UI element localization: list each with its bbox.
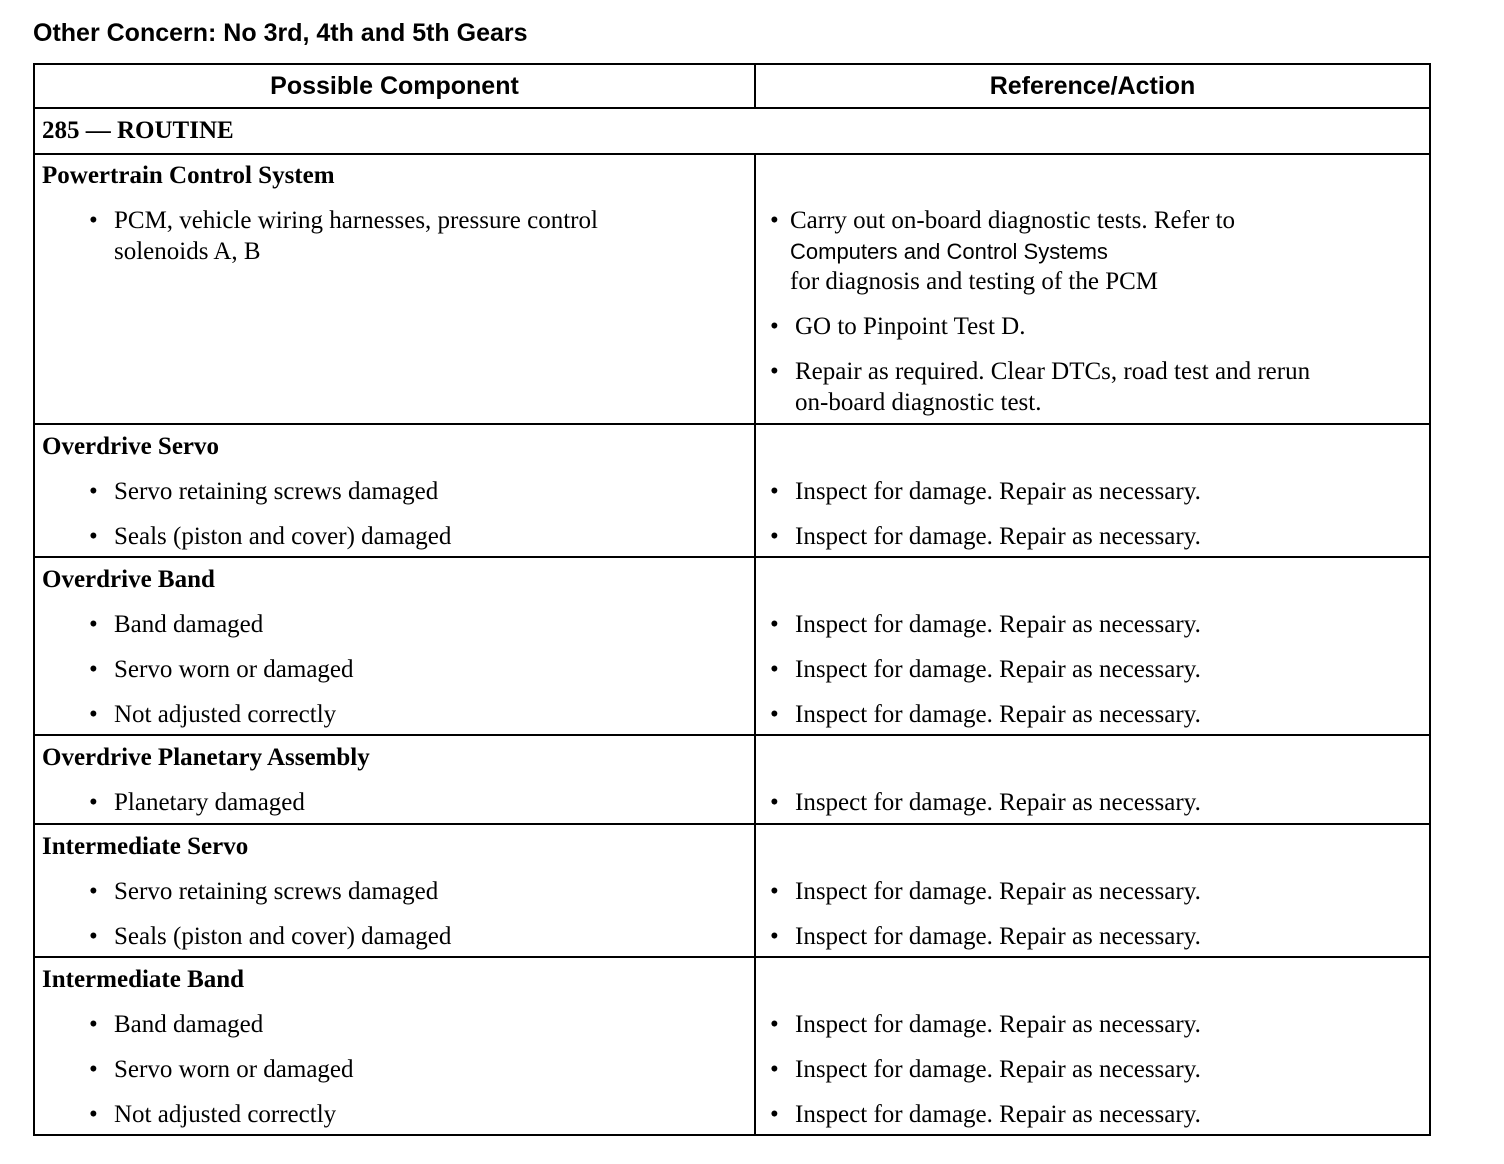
action-text: on-board diagnostic test.	[795, 389, 1042, 416]
component-text: PCM, vehicle wiring harnesses, pressure control	[114, 207, 598, 234]
component-cell	[35, 736, 756, 823]
action-text: GO to Pinpoint Test D.	[795, 313, 1026, 340]
action-cell	[756, 958, 1429, 1134]
action-text: Carry out on-board diagnostic tests. Refer to	[790, 207, 1236, 234]
action-text: Inspect for damage. Repair as necessary.	[795, 611, 1201, 638]
bullet-icon: •	[770, 611, 779, 638]
action-text: Repair as required. Clear DTCs, road test and rerun	[795, 358, 1311, 385]
bullet-icon: •	[89, 611, 98, 638]
table-body	[35, 155, 1429, 1134]
component-cell	[35, 425, 756, 556]
bullet-icon: •	[770, 313, 779, 340]
diagnosis-table	[33, 63, 1431, 1136]
component-text: Band damaged	[114, 1011, 264, 1038]
component-cell	[35, 558, 756, 734]
bullet-icon: •	[770, 1101, 779, 1128]
component-group-title: Powertrain Control System	[42, 162, 335, 189]
header-possible-component: Possible Component	[35, 65, 756, 107]
action-text: Inspect for damage. Repair as necessary.	[795, 1101, 1201, 1128]
bullet-icon: •	[89, 701, 98, 728]
component-text: Seals (piston and cover) damaged	[114, 923, 452, 950]
table-row	[35, 958, 1429, 1134]
component-text: Band damaged	[114, 611, 264, 638]
component-text: Seals (piston and cover) damaged	[114, 523, 452, 550]
bullet-icon: •	[89, 207, 98, 234]
reference-section-name: Computers and Control Systems	[790, 239, 1108, 264]
action-cell	[756, 825, 1429, 956]
component-text: Servo retaining screws damaged	[114, 478, 439, 505]
component-cell	[35, 155, 756, 423]
table-row	[35, 558, 1429, 736]
action-cell	[756, 155, 1429, 423]
bullet-icon: •	[89, 1011, 98, 1038]
bullet-icon: •	[770, 207, 779, 234]
component-group-title: Overdrive Band	[42, 566, 215, 593]
bullet-icon: •	[89, 923, 98, 950]
bullet-icon: •	[770, 701, 779, 728]
component-text: Planetary damaged	[114, 789, 305, 816]
table-header-row	[35, 65, 1429, 109]
component-cell	[35, 825, 756, 956]
action-text: for diagnosis and testing of the PCM	[790, 268, 1159, 295]
bullet-icon: •	[770, 358, 779, 385]
header-reference-action: Reference/Action	[989, 71, 1196, 100]
component-text: Not adjusted correctly	[114, 1101, 337, 1128]
bullet-icon: •	[770, 523, 779, 550]
action-text: Inspect for damage. Repair as necessary.	[795, 478, 1201, 505]
bullet-icon: •	[89, 878, 98, 905]
action-cell	[756, 425, 1429, 556]
bullet-icon: •	[770, 478, 779, 505]
bullet-icon: •	[770, 656, 779, 683]
bullet-icon: •	[89, 478, 98, 505]
bullet-icon: •	[89, 523, 98, 550]
routine-row: 285 — ROUTINE	[35, 109, 1429, 155]
component-text: Servo retaining screws damaged	[114, 878, 439, 905]
table-row	[35, 825, 1429, 958]
action-text: Inspect for damage. Repair as necessary.	[795, 701, 1201, 728]
action-cell	[756, 736, 1429, 823]
action-text: Inspect for damage. Repair as necessary.	[795, 878, 1201, 905]
component-text: Not adjusted correctly	[114, 701, 337, 728]
action-text: Inspect for damage. Repair as necessary.	[795, 789, 1201, 816]
bullet-icon: •	[770, 923, 779, 950]
component-group-title: Intermediate Band	[42, 966, 245, 993]
component-group-title: Intermediate Servo	[42, 833, 249, 860]
action-cell	[756, 558, 1429, 734]
table-row	[35, 425, 1429, 558]
bullet-icon: •	[89, 656, 98, 683]
table-row	[35, 155, 1429, 425]
action-text: Inspect for damage. Repair as necessary.	[795, 1056, 1201, 1083]
component-group-title: Overdrive Servo	[42, 433, 220, 460]
bullet-icon: •	[770, 789, 779, 816]
bullet-icon: •	[89, 1056, 98, 1083]
action-text: Inspect for damage. Repair as necessary.	[795, 923, 1201, 950]
bullet-icon: •	[770, 1011, 779, 1038]
page-title: Other Concern: No 3rd, 4th and 5th Gears	[33, 19, 528, 47]
component-text: Servo worn or damaged	[114, 656, 354, 683]
action-text: Inspect for damage. Repair as necessary.	[795, 656, 1201, 683]
component-cell	[35, 958, 756, 1134]
action-text: Inspect for damage. Repair as necessary.	[795, 523, 1201, 550]
bullet-icon: •	[89, 789, 98, 816]
action-text: Inspect for damage. Repair as necessary.	[795, 1011, 1201, 1038]
bullet-icon: •	[89, 1101, 98, 1128]
bullet-icon: •	[770, 878, 779, 905]
component-group-title: Overdrive Planetary Assembly	[42, 744, 370, 771]
component-text: Servo worn or damaged	[114, 1056, 354, 1083]
component-text: solenoids A, B	[114, 238, 261, 265]
bullet-icon: •	[770, 1056, 779, 1083]
table-row	[35, 736, 1429, 825]
